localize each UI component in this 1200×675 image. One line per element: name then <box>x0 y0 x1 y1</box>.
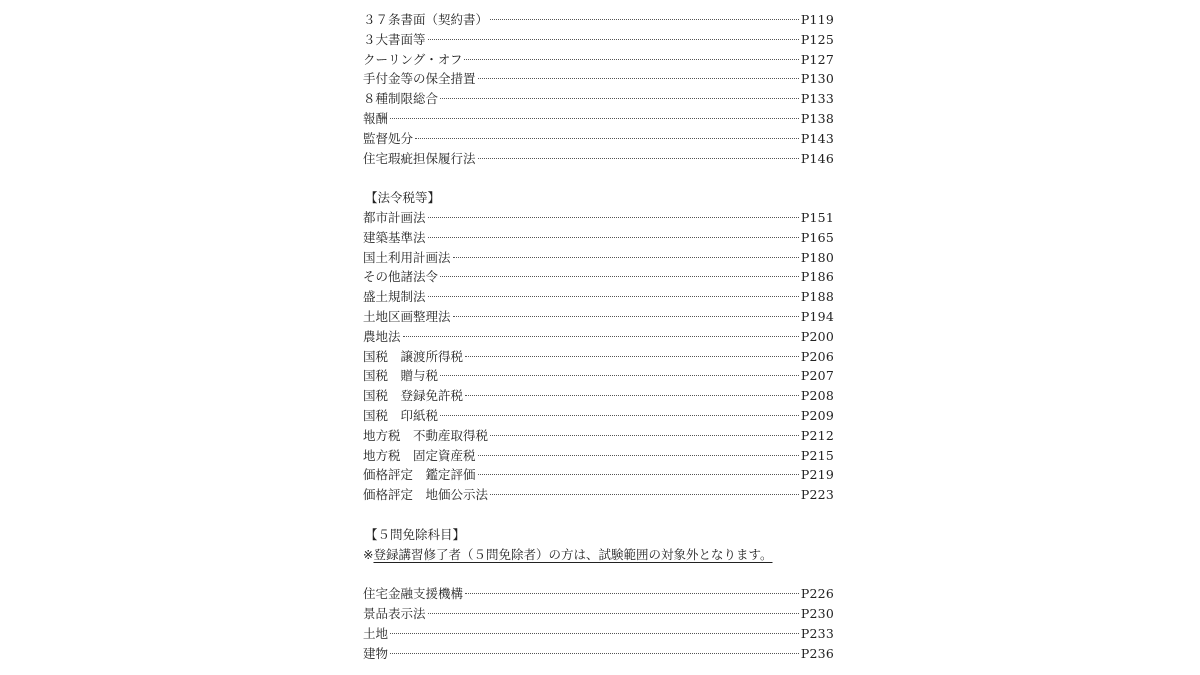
toc-entry[interactable] <box>363 248 834 268</box>
toc-entry[interactable] <box>363 604 834 624</box>
entry-title: 国税 贈与税 <box>363 368 439 384</box>
entry-page: P207 <box>800 368 834 384</box>
toc-entry[interactable] <box>363 228 834 248</box>
toc-entry[interactable] <box>363 624 834 644</box>
entry-page: P223 <box>800 487 834 503</box>
entry-page: P219 <box>800 467 834 483</box>
table-of-contents <box>363 10 834 663</box>
entry-page: P209 <box>800 407 834 423</box>
entry-page: P119 <box>800 12 834 27</box>
entry-page: P186 <box>800 269 834 285</box>
dot-leader <box>478 474 799 475</box>
entry-title: 建築基準法 <box>363 229 426 245</box>
toc-entry[interactable] <box>363 426 834 446</box>
entry-title: 監督処分 <box>363 130 414 146</box>
dot-leader <box>478 455 799 456</box>
entry-title: 土地区画整理法 <box>363 308 451 324</box>
spacer <box>363 505 834 525</box>
toc-entry[interactable] <box>363 307 834 327</box>
entry-title: 価格評定 地価公示法 <box>363 487 489 503</box>
dot-leader <box>465 395 799 396</box>
entry-page: P200 <box>800 328 834 344</box>
entry-page: P180 <box>800 249 834 265</box>
entry-page: P143 <box>800 130 834 146</box>
toc-entry[interactable] <box>363 366 834 386</box>
toc-entry[interactable] <box>363 267 834 287</box>
dot-leader <box>428 237 799 238</box>
toc-entry[interactable] <box>363 584 834 604</box>
entry-title: その他諸法令 <box>363 269 439 285</box>
toc-entry[interactable] <box>363 208 834 228</box>
entry-title: ３大書面等 <box>363 31 426 47</box>
dot-leader <box>478 158 799 159</box>
entry-title: 国税 譲渡所得税 <box>363 348 464 364</box>
entry-page: P194 <box>800 308 834 324</box>
dot-leader <box>490 494 799 495</box>
dot-leader <box>403 336 799 337</box>
dot-leader <box>440 276 799 277</box>
entry-title: 価格評定 鑑定評価 <box>363 467 476 483</box>
toc-entry[interactable] <box>363 109 834 129</box>
entry-page: P127 <box>800 51 834 67</box>
toc-entry[interactable] <box>363 327 834 347</box>
note-text: 登録講習修了者（５問免除者）の方は、試験範囲の対象外となります。 <box>373 546 773 562</box>
toc-entry[interactable] <box>363 149 834 169</box>
toc-entry[interactable] <box>363 465 834 485</box>
toc-entry[interactable] <box>363 10 834 30</box>
entry-page: P165 <box>800 229 834 245</box>
toc-entry[interactable] <box>363 446 834 466</box>
toc-entry[interactable] <box>363 69 834 89</box>
entry-title: 国税 登録免許税 <box>363 388 464 404</box>
entry-page: P208 <box>800 388 834 404</box>
note-mark: ※ <box>363 546 374 562</box>
section-note <box>363 545 834 565</box>
entry-title: 都市計画法 <box>363 209 426 225</box>
spacer <box>363 168 834 188</box>
dot-leader <box>390 633 799 634</box>
entry-page: P215 <box>800 447 834 463</box>
entry-title: 住宅瑕疵担保履行法 <box>363 150 476 166</box>
toc-entry[interactable] <box>363 89 834 109</box>
dot-leader <box>465 593 799 594</box>
entry-page: P206 <box>800 348 834 364</box>
dot-leader <box>478 78 799 79</box>
entry-title: 国税 印紙税 <box>363 407 439 423</box>
entry-page: P236 <box>800 645 834 661</box>
dot-leader <box>415 138 799 139</box>
dot-leader <box>428 613 799 614</box>
toc-entry[interactable] <box>363 30 834 50</box>
section-heading: 【５問免除科目】 <box>365 526 466 542</box>
toc-entry[interactable] <box>363 406 834 426</box>
entry-title: 手付金等の保全措置 <box>363 71 476 87</box>
dot-leader <box>440 375 799 376</box>
entry-title: 農地法 <box>363 328 401 344</box>
entry-title: 国土利用計画法 <box>363 249 451 265</box>
entry-page: P188 <box>800 289 834 305</box>
entry-page: P151 <box>800 209 834 225</box>
toc-entry[interactable] <box>363 485 834 505</box>
entry-page: P133 <box>800 91 834 107</box>
entry-title: クーリング・オフ <box>363 51 463 67</box>
section-heading: 【法令税等】 <box>365 190 441 206</box>
dot-leader <box>490 435 799 436</box>
dot-leader <box>390 653 799 654</box>
entry-page: P233 <box>800 625 834 641</box>
entry-title: 建物 <box>363 645 389 661</box>
entry-page: P146 <box>800 150 834 166</box>
toc-entry[interactable] <box>363 347 834 367</box>
dot-leader <box>464 59 799 60</box>
dot-leader <box>465 356 799 357</box>
toc-entry[interactable] <box>363 287 834 307</box>
spacer <box>363 564 834 584</box>
toc-entry[interactable] <box>363 386 834 406</box>
dot-leader <box>440 415 799 416</box>
entry-page: P226 <box>800 586 834 602</box>
entry-page: P125 <box>800 31 834 47</box>
dot-leader <box>490 19 799 20</box>
dot-leader <box>453 257 799 258</box>
toc-entry[interactable] <box>363 129 834 149</box>
entry-title: 住宅金融支援機構 <box>363 586 464 602</box>
dot-leader <box>453 316 799 317</box>
entry-title: ３７条書面（契約書） <box>363 12 489 27</box>
entry-title: 土地 <box>363 625 389 641</box>
toc-entry[interactable] <box>363 50 834 70</box>
entry-page: P212 <box>800 427 834 443</box>
entry-page: P230 <box>800 605 834 621</box>
dot-leader <box>428 217 799 218</box>
entry-title: 地方税 不動産取得税 <box>363 427 489 443</box>
toc-entry[interactable] <box>363 644 834 664</box>
entry-title: 盛土規制法 <box>363 289 426 305</box>
entry-page: P138 <box>800 110 834 126</box>
dot-leader <box>428 39 799 40</box>
entry-title: 報酬 <box>363 110 389 126</box>
entry-title: ８種制限総合 <box>363 91 439 107</box>
dot-leader <box>440 98 799 99</box>
entry-title: 地方税 固定資産税 <box>363 447 476 463</box>
entry-title: 景品表示法 <box>363 605 426 621</box>
dot-leader <box>390 118 799 119</box>
entry-page: P130 <box>800 71 834 87</box>
dot-leader <box>428 296 799 297</box>
